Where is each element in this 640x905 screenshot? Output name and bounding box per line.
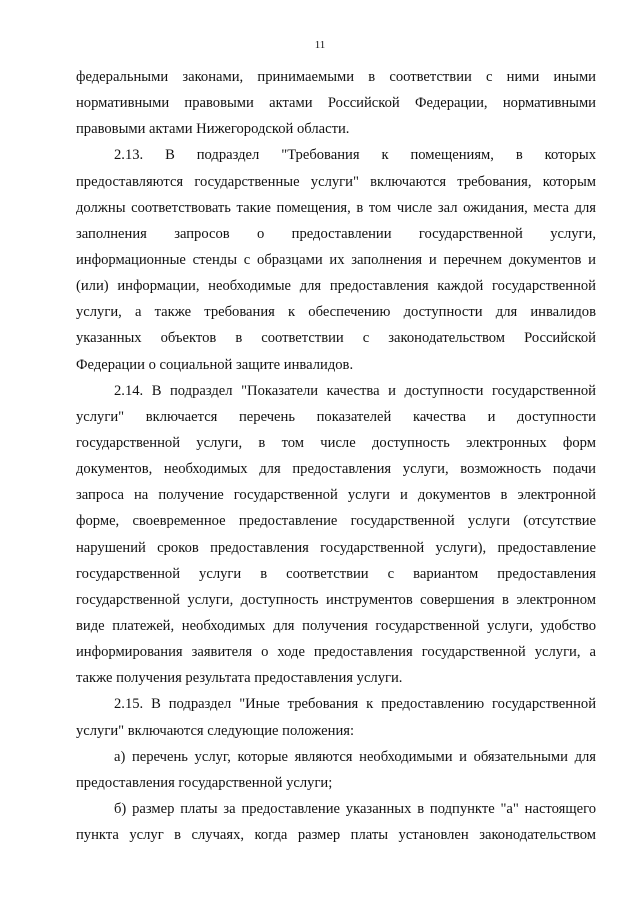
text-line: информационные стенды с образцами их заполнения и перечнем документов и [76, 251, 596, 268]
paragraph-continuation [76, 64, 596, 142]
text-line: нормативными правовыми актами Российской Федерации, нормативными [76, 95, 596, 112]
text-line: также получения результата предоставления услуги. [76, 670, 403, 687]
text-line: пункта услуг в случаях, когда размер платы установлен законодательством [76, 827, 596, 844]
page-number: 11 [314, 39, 326, 51]
text-line: заполнения запросов о предоставлении государственной услуги, [76, 225, 596, 242]
text-line: предоставляются государственные услуги" включаются требования, которым [76, 173, 596, 190]
text-line: информирования заявителя о ходе предоставления государственной услуги, а [76, 644, 596, 661]
text-line: 2.14. В подраздел "Показатели качества и доступности государственной [114, 382, 596, 399]
text-line: государственной услуги в соответствии с вариантом предоставления [76, 565, 596, 582]
text-line: нарушений сроков предоставления государственной услуги), предоставление [76, 539, 596, 556]
text-line: федеральными законами, принимаемыми в соответствии с ними иными [76, 69, 596, 85]
text-line: а) перечень услуг, которые являются необходимыми и обязательными для [114, 748, 596, 765]
text-line: б) размер платы за предоставление указанных в подпункте "а" настоящего [114, 800, 596, 817]
text-line: услуги" включается перечень показателей качества и доступности [76, 408, 596, 425]
paragraph-2-15-b [76, 796, 596, 848]
text-line: 2.15. В подраздел "Иные требования к предоставлению государственной [114, 696, 596, 713]
paragraph-2-13 [76, 142, 596, 377]
text-line: запроса на получение государственной услуги и документов в электронной [76, 487, 596, 504]
text-line: предоставления государственной услуги; [76, 774, 333, 791]
paragraph-2-15 [76, 691, 596, 743]
text-line: (или) информации, необходимые для предоставления каждой государственной [76, 278, 596, 295]
text-line: 2.13. В подраздел "Требования к помещениям, в которых [114, 147, 596, 164]
text-line: государственной услуги, в том числе доступность электронных форм [76, 434, 596, 451]
paragraph-2-15-a [76, 744, 596, 796]
document-body [76, 64, 596, 848]
text-line: государственной услуги, доступность инструментов совершения в электронном [76, 591, 596, 608]
text-line: правовыми актами Нижегородской области. [76, 121, 350, 138]
text-line: документов, необходимых для предоставления услуги, возможность подачи [76, 461, 596, 478]
text-line: услуги" включаются следующие положения: [76, 722, 355, 739]
text-line: должны соответствовать такие помещения, в том числе зал ожидания, места для [76, 199, 596, 216]
text-line: указанных объектов в соответствии с законодательством Российской [76, 330, 596, 347]
text-line: виде платежей, необходимых для получения государственной услуги, удобство [76, 617, 596, 634]
paragraph-2-14 [76, 378, 596, 692]
text-line: форме, своевременное предоставление государственной услуги (отсутствие [76, 513, 596, 530]
text-line: Федерации о социальной защите инвалидов. [76, 356, 354, 373]
text-line: услуги, а также требования к обеспечению доступности для инвалидов [76, 304, 596, 321]
